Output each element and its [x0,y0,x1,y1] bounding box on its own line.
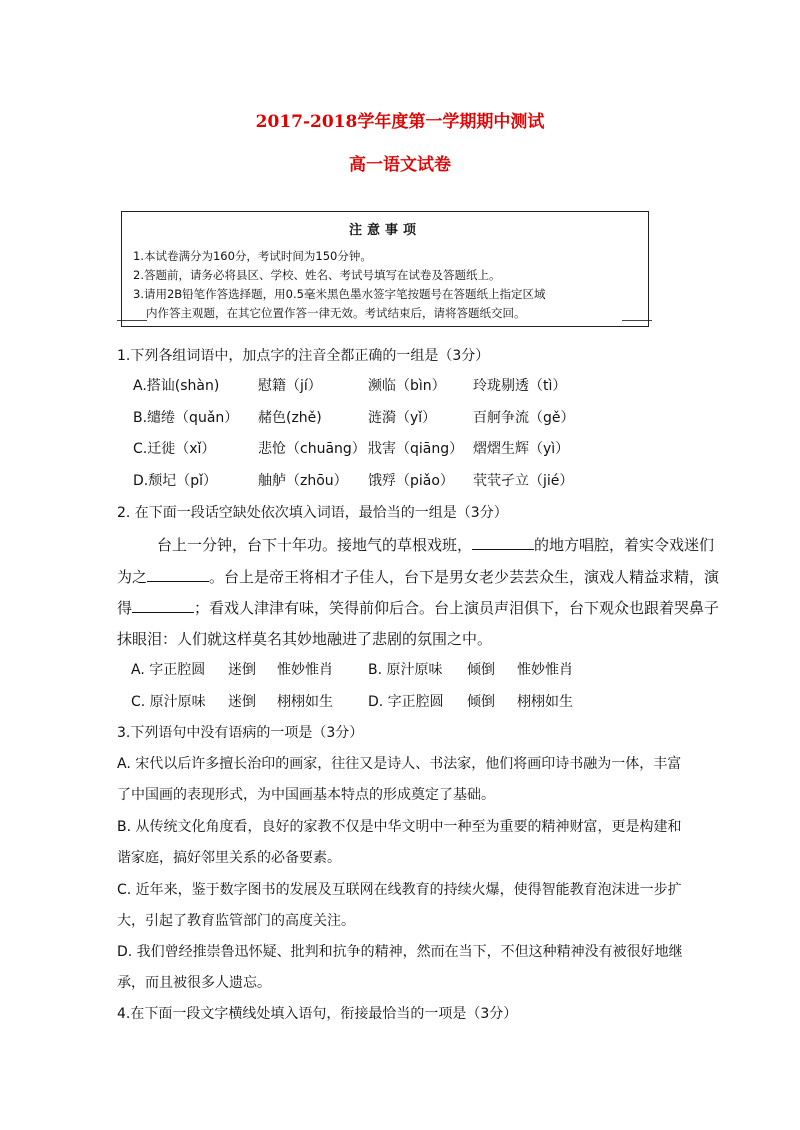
q2-stem: 2. 在下面一段话空缺处依次填入词语，最恰当的一组是（3分） [117,505,508,521]
exam-subtitle: 高一语文试卷 [349,155,451,175]
q2-option: 栩栩如生 [517,694,573,710]
q2-option: A. 字正腔圆 [131,662,206,678]
q3-option-line: A. 宋代以后许多擅长治印的画家，往往又是诗人、书法家，他们将画印诗书融为一体，丰富 [117,756,682,772]
q3-option-line: 了中国画的表现形式，为中国画基本特点的形成奠定了基础。 [117,787,495,803]
q1-stem: 1.下列各组词语中，加点字的注音全都正确的一组是（3分） [117,348,490,364]
q2-paragraph-line [117,597,719,618]
q2-option: 倾倒 [467,694,495,710]
q2-option: 惟妙惟肖 [277,662,333,678]
q1-option: 舳舻（zhōu） [258,473,348,489]
q3-option-line: B. 从传统文化角度看，良好的家教不仅是中华文明中一种至为重要的精神财富，更是构建和 [117,819,682,835]
q2-paragraph-line: 抹眼泪：人们就这样莫名其妙地融进了悲剧的氛围之中。 [117,630,493,648]
q1-option: 濒临（bìn） [368,378,446,394]
q2-option: 迷倒 [228,662,256,678]
q1-option: C.迁徙（xǐ） [133,441,216,457]
q2-text: 台上一分钟，台下十年功。接地气的草根戏班， [157,536,473,554]
notice-box [121,211,649,327]
q2-option: C. 原汁原味 [131,694,206,710]
q3-stem: 3.下列语句中没有语病的一项是（3分） [117,725,364,741]
q2-option: 栩栩如生 [277,694,333,710]
notice-item: 2.答题前，请务必将县区、学校、姓名、考试号填写在试卷及答题纸上。 [133,268,501,282]
q3-option-line: C. 近年来，鉴于数字图书的发展及互联网在线教育的持续火爆，使得智能教育泡沫进一步扩 [117,882,682,898]
q2-option: D. 字正腔圆 [368,694,444,710]
q2-paragraph-line [117,566,719,587]
q1-option: 玲珑剔透（tì） [473,378,567,394]
exam-title: 2017-2018学年度第一学期期中测试 [255,112,545,132]
q2-option: 惟妙惟肖 [517,662,573,678]
q1-option: D.颓圮（pǐ） [133,473,218,489]
q2-text: 的地方唱腔，着实令戏迷们 [534,536,715,554]
answer-blank [472,537,534,550]
q1-option: 涟漪（yǐ） [368,410,437,426]
q1-option: 饿殍（piǎo） [368,473,454,489]
q1-option: 悲怆（chuāng） [258,441,366,457]
q1-option: B.缱绻（quǎn） [133,410,239,426]
q2-option: B. 原汁原味 [368,662,443,678]
q4-stem: 4.在下面一段文字横线处填入语句，衔接最恰当的一项是（3分） [117,1006,518,1022]
q1-option: 百舸争流（gě） [473,410,575,426]
q1-option: 赭色(zhě) [258,410,322,426]
answer-blank [147,569,209,582]
q3-option-line: 承，而且被很多人遗忘。 [117,975,271,991]
q3-option-line: 大，引起了教育监管部门的高度关注。 [117,913,355,929]
q1-option: 戕害（qiāng） [368,441,464,457]
notice-item: 3.请用2B铅笔作答选择题，用0.5毫米黑色墨水签字笔按题号在答题纸上指定区域 [133,287,546,301]
q1-option: A.搭讪(shàn) [133,378,220,394]
q2-paragraph-line [157,534,714,555]
q2-option: 迷倒 [228,694,256,710]
q2-text: ；看戏人津津有味，笑得前仰后合。台上演员声泪俱下，台下观众也跟着哭鼻子 [194,599,720,617]
notice-heading: 注意事项 [348,223,421,238]
notice-item: 内作答主观题，在其它位置作答一律无效。考试结束后，请将答题纸交回。 [146,306,526,320]
q3-option-line: 谐家庭，搞好邻里关系的必备要素。 [117,850,341,866]
q2-option: 倾倒 [467,662,495,678]
q2-text: 得 [117,599,133,617]
q3-option-line: D. 我们曾经推崇鲁迅怀疑、批判和抗争的精神，然而在当下，不但这种精神没有被很好地继 [117,944,683,960]
q1-option: 慰籍（jí） [258,378,322,394]
notice-item: 1.本试卷满分为160分，考试时间为150分钟。 [133,249,372,263]
answer-blank [132,600,194,613]
q2-text: 。台上是帝王将相才子佳人，台下是男女老少芸芸众生，演戏人精益求精，演 [209,568,720,586]
q1-option: 茕茕孑立（jié） [473,473,574,489]
q1-option: 熠熠生辉（yì） [473,441,570,457]
q2-text: 为之 [117,568,148,586]
